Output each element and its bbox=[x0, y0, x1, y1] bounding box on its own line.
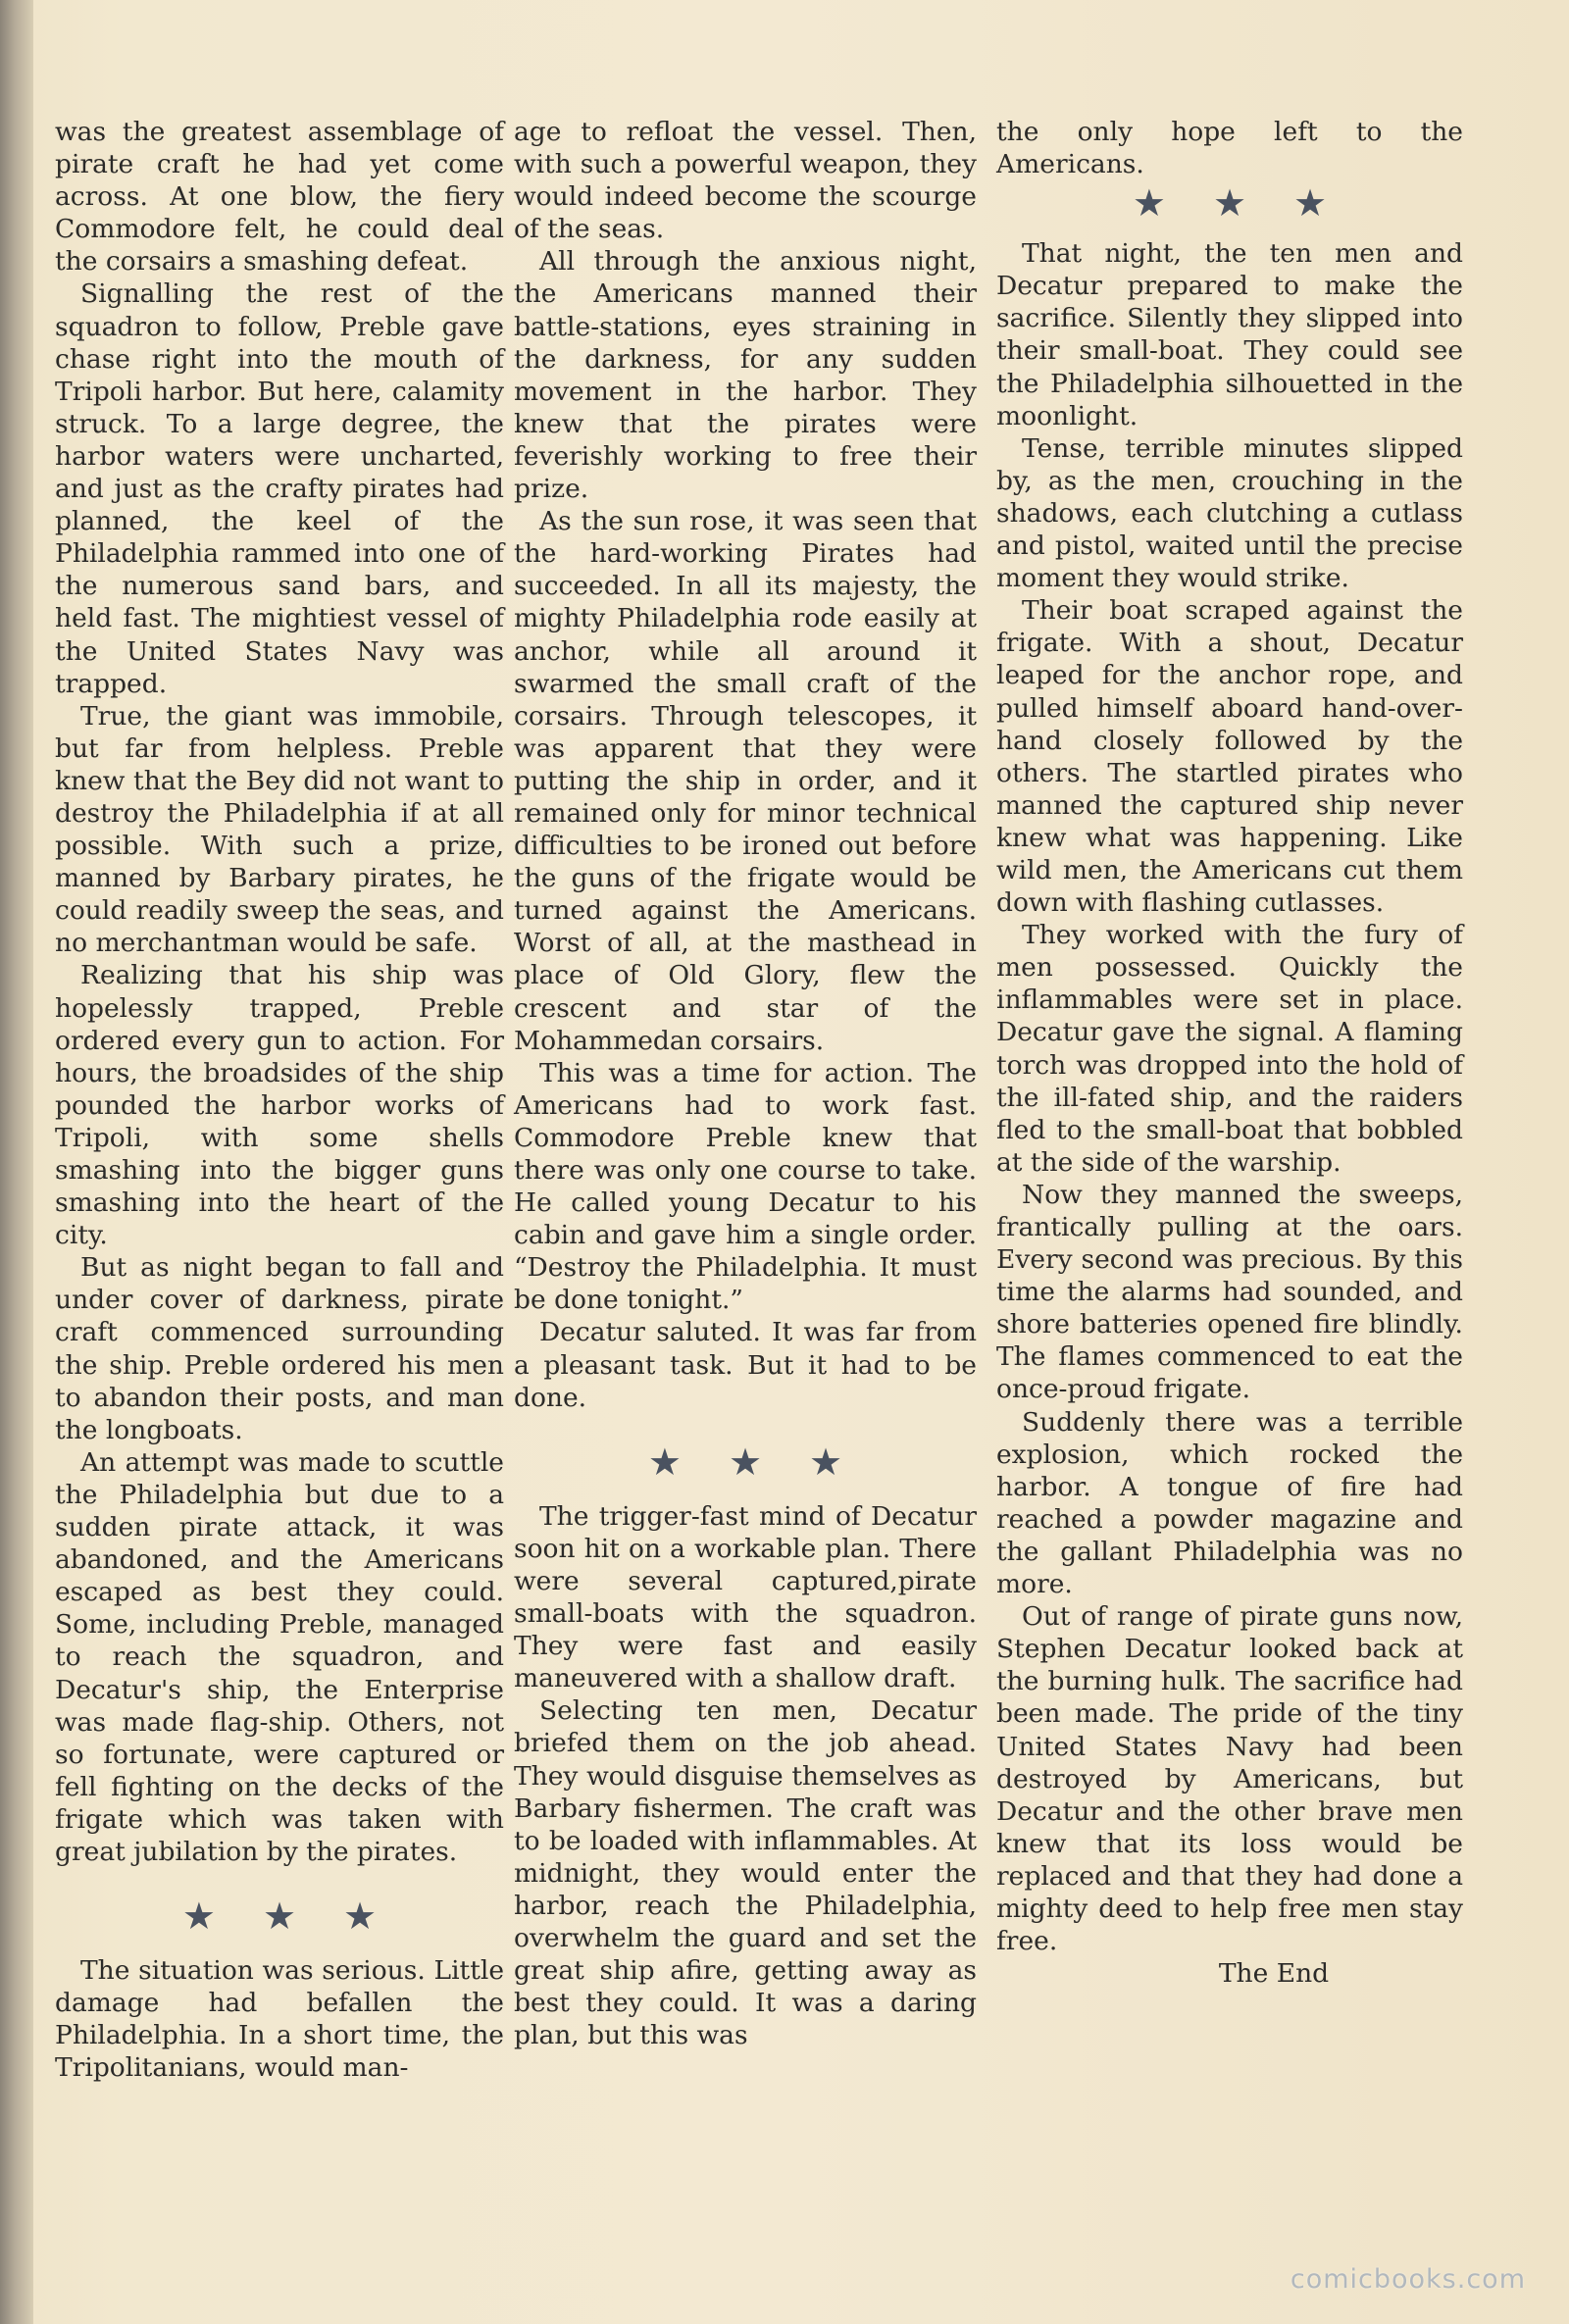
the-end-label: The End bbox=[1218, 1958, 1330, 1990]
paragraph: This was a time for action. The Americans had to work fast. Commodore Preble knew that there was only one course to take. He called young Decatur to his cabin and gave him a single order. “Destroy the Philadelphia. It must be done tonight.” bbox=[514, 1057, 977, 1316]
paragraph: The trigger-fast mind of Decatur soon hit on a workable plan. There were several captured,pirate small-boats with the squadron. They were fast and easily maneuvered with a shallow draft. bbox=[514, 1500, 977, 1694]
section-divider-stars bbox=[514, 1440, 977, 1484]
paragraph: All through the anxious night, the Americans manned their battle-stations, eyes straining in the darkness, for any sudden movement in the harbor. They knew that the pirates were feverishly working to free their prize. bbox=[514, 246, 977, 505]
paragraph: Realizing that his ship was hopelessly trapped, Preble ordered every gun to action. For hours, the broadsides of the ship pounded the harbor works of Tripoli, with some shells smashing into the bigger guns smashing into the heart of the city. bbox=[55, 960, 504, 1251]
paragraph: Their boat scraped against the frigate. With a shout, Decatur leaped for the anchor rope, and pulled himself aboard hand-over-hand closely followed by the others. The startled pirates who manned the captured ship never knew what was happening. Like wild men, the Americans cut them down with flashing cutlasses. bbox=[996, 595, 1463, 919]
paragraph: That night, the ten men and Decatur prepared to make the sacrifice. Silently they slipped into their small-boat. They could see the Philadelphia silhouetted in the moonlight. bbox=[996, 238, 1463, 431]
paragraph: Selecting ten men, Decatur briefed them on the job ahead. They would disguise themselves as Barbary fishermen. The craft was to be loaded with inflammables. At midnight, they would enter the harbor, reach the Philadelphia, overwhelm the guard and set the great ship afire, getting away as best they could. It was a daring plan, but this was bbox=[514, 1695, 977, 2051]
star-icon: ★ bbox=[1212, 181, 1247, 226]
paragraph: Now they manned the sweeps, frantically pulling at the oars. Every second was precious. By this time the alarms had sounded, and shore batteries opened fire blindly. The flames commenced to eat the once-proud frigate. bbox=[996, 1179, 1463, 1405]
paragraph: They worked with the fury of men possessed. Quickly the inflammables were set in place. Decatur gave the signal. A flaming torch was dropped into the hold of the ill-fated ship, and the raiders fled to the small-boat that bobbled at the side of the warship. bbox=[996, 920, 1463, 1178]
star-icon: ★ bbox=[262, 1895, 297, 1939]
star-icon: ★ bbox=[728, 1440, 763, 1484]
paragraph: True, the giant was immobile, but far from helpless. Preble knew that the Bey did not want to destroy the Philadelphia if at all possible. With such a prize, manned by Barbary pirates, he could readily sweep the seas, and no merchantman would be safe. bbox=[55, 700, 504, 959]
paragraph: Tense, terrible minutes slipped by, as the men, crouching in the shadows, each clutching a cutlass and pistol, waited until the precise moment they would strike. bbox=[996, 432, 1463, 594]
text-column-3 bbox=[996, 116, 1463, 1990]
section-divider-stars bbox=[55, 1895, 504, 1939]
paragraph: Signalling the rest of the squadron to follow, Preble gave chase right into the mouth of Tripoli harbor. But here, calamity struck. To a large degree, the harbor waters were uncharted, and just as the crafty pirates had planned, the keel of the Philadelphia rammed into one of the numerous sand bars, and held fast. The mightiest vessel of the United States Navy was trapped. bbox=[55, 278, 504, 699]
paragraph: age to refloat the vessel. Then, with such a powerful weapon, they would indeed become the scourge of the seas. bbox=[514, 117, 977, 245]
star-icon: ★ bbox=[1132, 181, 1166, 226]
section-divider-stars bbox=[996, 181, 1463, 226]
paragraph: But as night began to fall and under cover of darkness, pirate craft commenced surrounding the ship. Preble ordered his men to abandon their posts, and man the longboats. bbox=[55, 1252, 504, 1445]
paragraph: Out of range of pirate guns now, Stephen Decatur looked back at the burning hulk. The sacrifice had been made. The pride of the tiny United States Navy had been destroyed by Americans, but Decatur and the other brave men knew that its loss would be replaced and that they had done a mighty deed to help free men stay free. bbox=[996, 1601, 1463, 1957]
watermark: comicbooks.com bbox=[1290, 2264, 1526, 2295]
text-column-1 bbox=[55, 116, 504, 2084]
paragraph: As the sun rose, it was seen that the hard-working Pirates had succeeded. In all its majesty, the mighty Philadelphia rode easily at anchor, while all around it swarmed the small craft of the corsairs. Through telescopes, it was apparent that they were putting the ship in order, and it remained only for minor technical difficulties to be ironed out before the guns of the frigate would be turned against the Americans. Worst of all, at the masthead in place of Old Glory, flew the crescent and star of the Mohammedan corsairs. bbox=[514, 506, 977, 1056]
paragraph: Decatur saluted. It was far from a pleasant task. But it had to be done. bbox=[514, 1317, 977, 1413]
star-icon: ★ bbox=[809, 1440, 843, 1484]
paragraph: the only hope left to the Americans. bbox=[996, 117, 1463, 180]
star-icon: ★ bbox=[181, 1895, 216, 1939]
text-column-2 bbox=[514, 116, 977, 2051]
star-icon: ★ bbox=[647, 1440, 682, 1484]
star-icon: ★ bbox=[343, 1895, 378, 1939]
star-icon: ★ bbox=[1293, 181, 1328, 226]
paragraph: The situation was serious. Little damage had befallen the Philadelphia. In a short time, the Tripolitanians, would man- bbox=[55, 1955, 504, 2084]
paragraph: was the greatest assemblage of pirate craft he had yet come across. At one blow, the fiery Commodore felt, he could deal the corsairs a smashing defeat. bbox=[55, 117, 504, 278]
paragraph: An attempt was made to scuttle the Philadelphia but due to a sudden pirate attack, it was abandoned, and the Americans escaped as best they could. Some, including Preble, managed to reach the squadron, and Decatur's ship, the Enterprise was made flag-ship. Others, not so fortunate, were captured or fell fighting on the decks of the frigate which was taken with great jubilation by the pirates. bbox=[55, 1446, 504, 1867]
book-spine-shadow bbox=[0, 0, 33, 2324]
paragraph: Suddenly there was a terrible explosion, which rocked the harbor. A tongue of fire had reached a powder magazine and the gallant Philadelphia was no more. bbox=[996, 1406, 1463, 1600]
